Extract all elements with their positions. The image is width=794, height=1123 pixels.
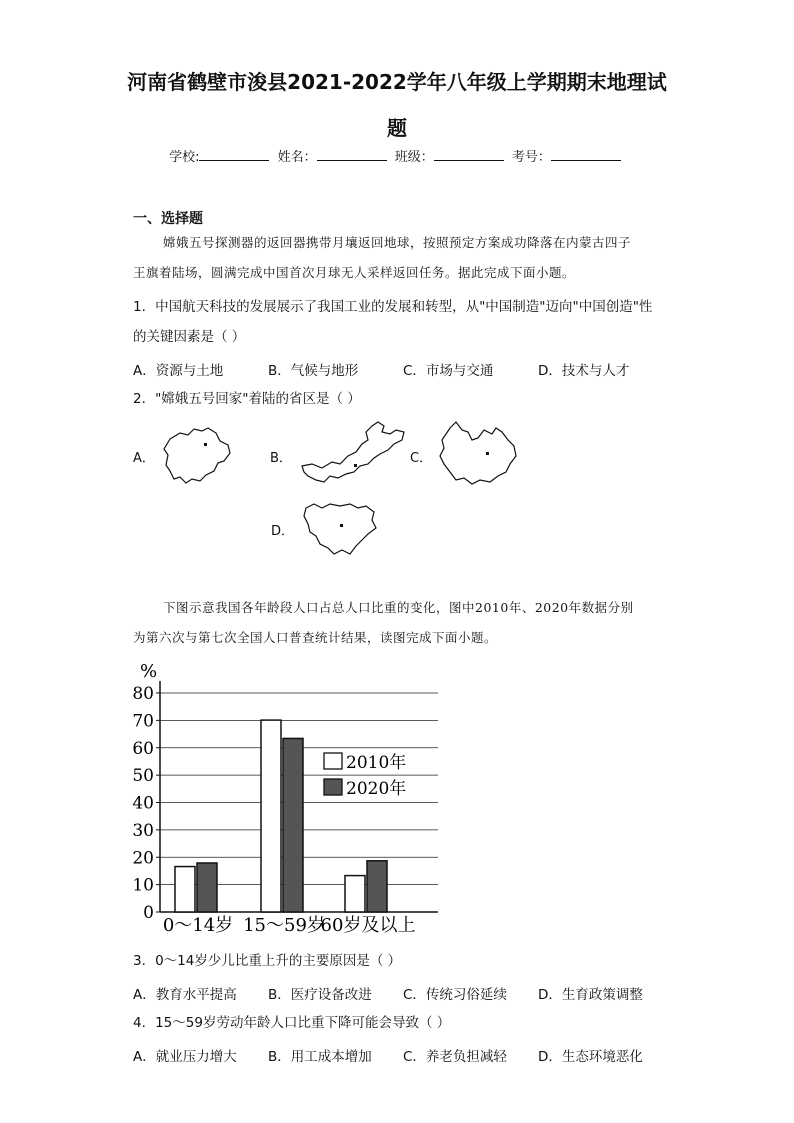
name-label: 姓名： xyxy=(277,150,317,165)
legend-swatch xyxy=(324,753,342,769)
q3-option-d[interactable]: D．生育政策调整 xyxy=(538,987,643,1003)
x-tick-label: 60岁及以上 xyxy=(320,915,416,936)
number-label: 考号： xyxy=(511,150,551,165)
name-blank[interactable] xyxy=(317,148,387,161)
y-tick-label: 10 xyxy=(132,875,154,896)
q1-option-d[interactable]: D．技术与人才 xyxy=(538,363,630,379)
q2-option-c-label[interactable]: C． xyxy=(410,451,433,466)
bar-2020 xyxy=(283,738,303,912)
q2-option-d-label[interactable]: D． xyxy=(271,524,295,539)
page-title: 河南省鹤壁市浚县2021-2022学年八年级上学期期末地理试 xyxy=(127,70,667,94)
section-heading: 一、选择题 xyxy=(133,211,203,227)
q3-option-b[interactable]: B．医疗设备改进 xyxy=(268,987,372,1003)
question-3-options xyxy=(133,983,673,1003)
q4-option-b[interactable]: B．用工成本增加 xyxy=(268,1049,372,1065)
q4-option-c[interactable]: C．养老负担减轻 xyxy=(403,1049,507,1065)
y-tick-label: 30 xyxy=(132,820,154,841)
x-tick-label: 0～14岁 xyxy=(162,915,234,936)
bar-2010 xyxy=(261,720,281,912)
question-1-line-2: 的关键因素是（ ） xyxy=(133,329,246,345)
question-1-line-1: 1．中国航天科技的发展展示了我国工业的发展和转型，从"中国制造"迈向"中国创造"性 xyxy=(133,299,653,315)
y-tick-label: 70 xyxy=(132,711,154,732)
q1-option-c[interactable]: C．市场与交通 xyxy=(403,363,494,379)
q2-option-a-map[interactable] xyxy=(158,425,238,485)
question-4-options xyxy=(133,1045,673,1065)
bar-2020 xyxy=(367,861,387,912)
x-tick-label: 15～59岁 xyxy=(243,915,325,936)
legend-label: 2020年 xyxy=(346,779,407,799)
y-axis-unit-label: % xyxy=(140,661,158,682)
question-1-options xyxy=(133,359,673,379)
q2-option-a-label[interactable]: A． xyxy=(133,451,155,466)
y-tick-label: 60 xyxy=(132,738,154,759)
q3-option-c[interactable]: C．传统习俗延续 xyxy=(403,987,507,1003)
question-4: 4．15～59岁劳动年龄人口比重下降可能会导致（ ） xyxy=(133,1015,451,1031)
legend-label: 2010年 xyxy=(346,753,407,773)
y-tick-label: 80 xyxy=(132,684,154,704)
question-3: 3．0～14岁少儿比重上升的主要原因是（ ） xyxy=(133,953,402,969)
page-title-continued: 题 xyxy=(387,116,407,140)
student-info-line xyxy=(0,146,794,165)
passage-2-line-1: 下图示意我国各年龄段人口占总人口比重的变化，图中2010年、2020年数据分别 xyxy=(163,600,634,615)
y-tick-label: 20 xyxy=(132,848,154,869)
q1-option-a[interactable]: A．资源与土地 xyxy=(133,363,224,379)
bar-2010 xyxy=(345,876,365,912)
q2-option-b-label[interactable]: B． xyxy=(270,451,292,466)
passage-1-line-1: 嫦娥五号探测器的返回器携带月壤返回地球，按照预定方案成功降落在内蒙古四子 xyxy=(163,235,632,250)
passage-2-line-2: 为第六次与第七次全国人口普查统计结果，读图完成下面小题。 xyxy=(133,630,498,645)
q4-option-d[interactable]: D．生态环境恶化 xyxy=(538,1049,643,1065)
passage-1-line-2: 王旗着陆场，圆满完成中国首次月球无人采样返回任务。据此完成下面小题。 xyxy=(133,265,576,280)
q2-option-b-map[interactable] xyxy=(298,418,410,490)
question-2: 2．"嫦娥五号回家"着陆的省区是（ ） xyxy=(133,391,361,407)
class-blank[interactable] xyxy=(434,148,504,161)
number-blank[interactable] xyxy=(551,148,621,161)
school-blank[interactable] xyxy=(199,148,269,161)
y-tick-label: 40 xyxy=(132,793,154,814)
population-age-chart xyxy=(128,655,448,945)
legend-swatch xyxy=(324,779,342,795)
school-label: 学校: xyxy=(169,150,200,165)
q2-option-c-map[interactable] xyxy=(436,420,520,488)
bar-2020 xyxy=(197,863,217,912)
bar-2010 xyxy=(175,867,195,912)
q3-option-a[interactable]: A．教育水平提高 xyxy=(133,987,237,1003)
q1-option-b[interactable]: B．气候与地形 xyxy=(268,363,359,379)
y-tick-label: 50 xyxy=(132,766,154,787)
y-tick-label: 0 xyxy=(143,903,154,923)
q2-option-d-map[interactable] xyxy=(300,500,380,558)
class-label: 班级： xyxy=(394,150,434,165)
q4-option-a[interactable]: A．就业压力增大 xyxy=(133,1049,237,1065)
